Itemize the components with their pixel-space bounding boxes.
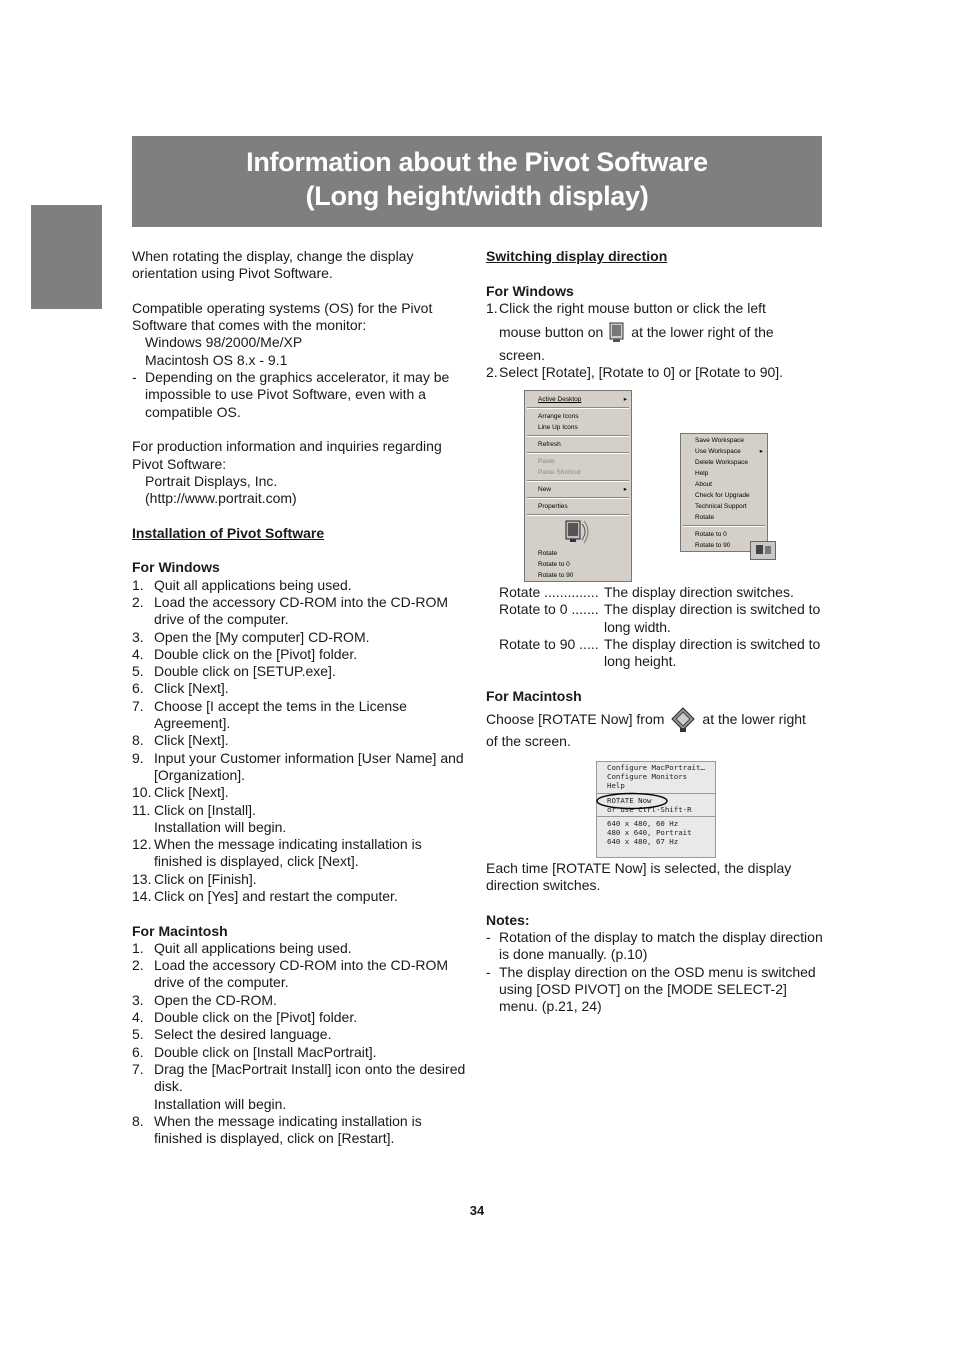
menu-item[interactable]: New ▸ [538,486,627,493]
install-step [132,680,472,697]
install-step [132,594,472,629]
menu-item[interactable]: Paste [538,458,555,465]
each-time-text: Each time [ROTATE Now] is selected, the display direction switches. [486,860,792,894]
step-text [154,957,472,992]
install-step [132,836,472,871]
install-step [132,802,472,837]
step-number: 11. [132,801,151,818]
step-number: 5. [132,1026,144,1043]
step-number: 3. [132,628,144,645]
step-text [154,577,352,594]
step-number: 2. [132,593,144,610]
prod-intro: For production information and inquiries regarding Pivot Software: [132,438,442,472]
install-step [132,577,472,594]
step-extra: Installation will begin. [154,1095,287,1112]
step-text [154,732,229,749]
install-step [132,629,472,646]
install-step [132,871,472,888]
menu-item[interactable]: Active Desktop ▸ [538,396,627,403]
menu-item: or use Ctrl-Shift-R [607,804,692,814]
step-text [154,940,352,957]
step-main: Double click on the [Pivot] folder. [154,1009,358,1026]
pivot-tray-icon [607,322,627,344]
win-install-steps [132,577,472,906]
step-number: 6. [132,680,144,697]
menu-item[interactable]: Help [695,470,709,477]
step-text [154,1009,357,1026]
switch-step-2: 2. Select [Rotate], [Rotate to 0] or [Rotate to 90]. [486,364,784,381]
step-text [154,680,229,697]
menu-item-rotate-now[interactable]: ROTATE Now [597,796,715,805]
mac-install-steps [132,940,472,1148]
step-number: 2. [132,957,144,974]
rotate-descriptions [486,584,826,750]
menu-item[interactable]: Technical Support [695,503,747,510]
os-windows: Windows 98/2000/Me/XP [145,334,303,351]
step-main: Open the [My computer] CD-ROM. [154,628,370,645]
step-main: Load the accessory CD-ROM into the CD-ROM drive of the computer. [154,593,449,628]
step-main: Quit all applications being used. [154,939,352,956]
step-text [154,784,229,801]
menu-item[interactable]: Check for Upgrade [695,492,750,499]
install-step [132,663,472,680]
install-step [132,646,472,663]
step-main: Double click on [Install MacPortrait]. [154,1043,377,1060]
pivot-monitor-icon [525,518,631,548]
mac-instr-a: Choose [ROTATE Now] from [486,711,665,728]
menu-item[interactable]: Save Workspace [695,437,745,444]
step1-line2a: mouse button on [499,324,604,341]
menu-item[interactable]: Rotate to 0 [538,561,570,568]
step-number: 7. [132,1060,144,1077]
step-text [154,646,357,663]
menu-item[interactable]: Rotate [695,514,715,521]
menu-item[interactable]: 640 x 480, 67 Hz [607,837,679,847]
menu-item[interactable]: 640 x 480, 60 Hz [607,819,679,829]
step-number: 10. [132,784,152,801]
step-text [154,698,472,733]
mac-instruction [486,705,826,733]
os-intro: Compatible operating systems (OS) for the Pivot Software that comes with the monitor: [132,299,433,334]
note-text: Rotation of the display to match the display direction is done manually. (p.10) [499,929,823,963]
right-column [486,248,826,382]
install-step [132,1044,472,1061]
step-text [154,1061,472,1113]
desktop-context-menu [524,390,632,582]
install-step [132,1026,472,1043]
step-main: Choose [I accept the tems in the License Agreement]. [154,697,407,732]
menu-item[interactable]: Refresh [538,441,561,448]
step-main: When the message indicating installation is finished is displayed, click on [Restart]. [154,1112,422,1147]
step-main: Click [Next]. [154,784,229,801]
step-number: 13. [132,870,152,887]
install-step [132,1009,472,1026]
step-number: 4. [132,1009,144,1026]
side-tab-marker [31,205,102,309]
step-text [154,802,286,837]
step-main: Click [Next]. [154,680,229,697]
step-text [154,629,370,646]
step-number: 14. [132,887,152,904]
menu-item[interactable]: 480 x 640, Portrait [607,828,692,838]
step-text [154,836,472,871]
menu-item[interactable]: Rotate to 90 [695,542,731,549]
step-main: Drag the [MacPortrait Install] icon onto the desired disk. [154,1060,466,1095]
notes-heading: Notes: [486,911,530,928]
step-main: Click on [Finish]. [154,870,257,887]
mac-install-heading: For Macintosh [132,922,228,939]
desc-value: The display direction is switched to long height. [604,635,821,670]
desc-row [499,584,826,601]
step-main: Input your Customer information [User Name] and [Organization]. [154,749,464,783]
install-step [132,1113,472,1148]
step1-line3: screen. [499,347,545,364]
install-step [132,1061,472,1113]
company-name: Portrait Displays, Inc. [145,472,278,489]
step-text [154,1113,472,1148]
install-step [132,698,472,733]
desc-row [499,636,826,671]
step-text [154,888,398,905]
os-note: - Depending on the graphics accelerator, it may be impossible to use Pivot Software, even with a compatible OS. [132,369,472,421]
page-title-banner [132,136,822,227]
install-step [132,784,472,801]
step-number: 8. [132,732,144,749]
step-number: 6. [132,1043,144,1060]
install-heading: Installation of Pivot Software [132,524,325,541]
step-number: 1. [132,939,144,956]
step-number: 8. [132,1112,144,1129]
win-install-heading: For Windows [132,559,220,576]
step-text [154,750,472,785]
step-number: 5. [132,663,144,680]
step-main: Click [Next]. [154,732,229,749]
menu-item[interactable]: Rotate to 0 [695,531,727,538]
note-item: - Rotation of the display to match the display direction is done manually. (p.10) [486,929,826,964]
desc-value: The display direction switches. [604,584,794,600]
step-text [154,594,472,629]
step-main: Load the accessory CD-ROM into the CD-ROM drive of the computer. [154,957,449,991]
page-number: 34 [469,1203,485,1218]
install-step [132,750,472,785]
mac-pivot-icon[interactable] [670,706,696,734]
step-main: Click on [Yes] and restart the computer. [154,887,398,904]
taskbar-tray-icon[interactable] [750,541,776,560]
step-main: Open the CD-ROM. [154,991,277,1008]
os-note-text: Depending on the graphics accelerator, it may be impossible to use Pivot Software, even with a compatible OS. [145,369,450,420]
menu-item[interactable]: Paste Shortcut [538,469,581,476]
desc-value: The display direction is switched to long width. [604,601,821,635]
notes-section [486,860,826,1016]
step-text [154,663,336,680]
install-step [132,940,472,957]
mac-instr-c: of the screen. [486,733,571,750]
step-main: Double click on [SETUP.exe]. [154,663,336,680]
step-number: 12. [132,836,152,853]
step-text [154,992,277,1009]
menu-item[interactable]: About [695,481,712,488]
step-text [154,871,257,888]
menu-item[interactable]: Properties [538,503,568,510]
switch-heading: Switching display direction [486,248,668,264]
left-column [132,248,472,1147]
menu-item[interactable]: Rotate [538,550,558,557]
install-step [132,732,472,749]
desc-key: Rotate to 90 ..... [499,635,599,652]
menu-item[interactable]: Delete Workspace [695,459,748,466]
step1-line2b: at the lower right of the [631,324,774,341]
step-main: Quit all applications being used. [154,576,352,593]
menu-item[interactable]: Arrange Icons [538,413,579,420]
menu-item[interactable]: Line Up Icons [538,424,578,431]
title-line-2: (Long height/width display) [305,181,649,211]
step-main: Click on [Install]. [154,801,256,818]
install-step [132,957,472,992]
install-step [132,992,472,1009]
menu-item[interactable]: Rotate to 90 [538,572,574,579]
step-number: 7. [132,697,144,714]
menu-item[interactable]: Configure Monitors [607,772,688,782]
desc-key: Rotate to 0 ....... [499,601,599,618]
step-text [154,1026,331,1043]
step-main: Double click on the [Pivot] folder. [154,645,358,662]
mac-pivot-menu [596,761,716,858]
step-main: Select the desired language. [154,1026,332,1043]
menu-item[interactable]: Use Workspace ▸ [695,448,763,455]
step1-line1: Click the right mouse button or click the left [499,299,766,316]
step-number: 3. [132,991,144,1008]
desc-table [499,584,826,670]
os-mac: Macintosh OS 8.x - 9.1 [145,351,288,368]
step-text [154,1044,377,1061]
step2-text: Select [Rotate], [Rotate to 0] or [Rotate to 90]. [499,364,784,381]
note-item: - The display direction on the OSD menu is switched using [OSD PIVOT] on the [MODE SELECT-2] menu. (p.21, 24) [486,964,826,1016]
step-extra: Installation will begin. [154,818,287,835]
intro-text: When rotating the display, change the display orientation using Pivot Software. [132,248,414,282]
step-number: 1. [132,576,144,593]
switch-mac-heading: For Macintosh [486,687,582,704]
menu-item[interactable]: Help [607,781,625,791]
step-main: When the message indicating installation is finished is displayed, click [Next]. [154,836,422,870]
note-text: The display direction on the OSD menu is switched using [OSD PIVOT] on the [MODE SELECT-2] menu. (p.21, 24) [499,963,816,1015]
company-url: (http://www.portrait.com) [145,490,297,507]
desc-row [499,601,826,636]
switch-step-1: 1. Click the right mouse button or click the left mouse button on at the lower right of the screen. [486,299,774,364]
step-number: 4. [132,645,144,662]
mac-instr-b: at the lower right [702,711,806,728]
menu-item[interactable]: Configure MacPortrait… [607,763,705,772]
highlight-ellipse-icon [595,792,669,810]
tray-context-menu [680,433,768,552]
desc-key: Rotate .............. [499,584,599,600]
switch-win-heading: For Windows [486,282,574,299]
step-number: 9. [132,749,144,766]
title-line-1: Information about the Pivot Software [246,147,708,177]
install-step [132,888,472,905]
